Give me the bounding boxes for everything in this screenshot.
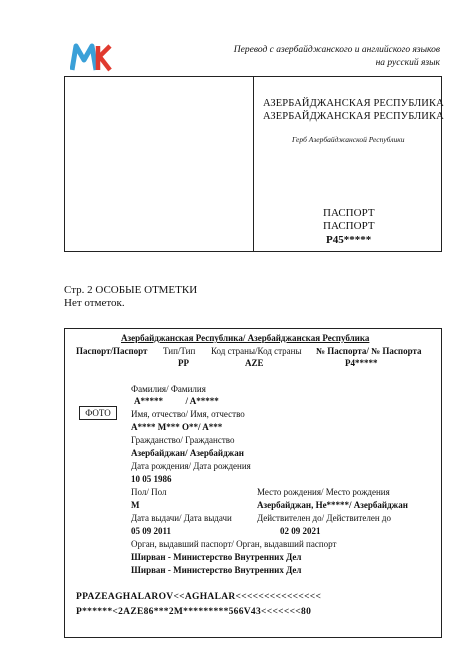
data-heading: Азербайджанская Республика/ Азербайджанская Республика: [121, 333, 370, 343]
citizenship-value: Азербайджан/ Азербайджан: [131, 448, 244, 458]
authority-value-2: Ширван - Министерство Внутренних Дел: [131, 565, 302, 575]
cover-passport-az: ПАСПОРТ: [323, 207, 375, 219]
col-number-label: № Паспорта/ № Паспорта: [316, 346, 422, 356]
dob-label: Дата рождения/ Дата рождения: [131, 461, 251, 471]
logo-mark: [72, 46, 110, 70]
issue-label: Дата выдачи/ Дата выдачи: [131, 513, 232, 523]
surname-label: Фамилия/ Фамилия: [131, 384, 206, 394]
surname-value: A***** / A*****: [134, 396, 219, 406]
valid-label: Действителен до/ Действителен до: [257, 513, 391, 523]
page2-note: Нет отметок.: [64, 297, 125, 309]
cover-passport-en: ПАСПОРТ: [323, 220, 375, 232]
col-country-value: AZE: [245, 358, 264, 368]
mrz-line-1: PPAZEAGHALAROV<<AGHALAR<<<<<<<<<<<<<<<: [76, 592, 322, 602]
col-type-label: Паспорт/Паспорт: [76, 346, 148, 356]
cover-passport-number: P45*****: [326, 234, 372, 246]
authority-label: Орган, выдавший паспорт/ Орган, выдавший паспорт: [131, 539, 337, 549]
photo-placeholder: ФОТО: [79, 406, 117, 420]
valid-value: 02 09 2021: [280, 526, 321, 536]
sex-value: M: [131, 500, 140, 510]
translation-header-line1: Перевод с азербайджанского и английского языков: [233, 45, 440, 55]
dob-value: 10 05 1986: [131, 474, 172, 484]
citizenship-label: Гражданство/ Гражданство: [131, 435, 235, 445]
col-kind-value: PP: [178, 358, 189, 368]
col-country-label: Код страны/Код страны: [211, 346, 302, 356]
mrz-line-2: P******<2AZE86***2M*********566V43<<<<<<<80: [76, 607, 312, 617]
cover-coat-of-arms: Герб Азербайджанской Республики: [292, 135, 405, 144]
authority-value-1: Ширван - Министерство Внутренних Дел: [131, 552, 302, 562]
name-value: A**** M*** O**/ A***: [131, 422, 223, 432]
name-label: Имя, отчество/ Имя, отчество: [131, 409, 245, 419]
issue-value: 05 09 2011: [131, 526, 172, 536]
company-logo: [70, 42, 112, 72]
pob-label: Место рождения/ Место рождения: [257, 487, 390, 497]
col-number-value: P4*****: [345, 358, 378, 368]
cover-republic-az: АЗЕРБАЙДЖАНСКАЯ РЕСПУБЛИКА: [263, 98, 444, 109]
cover-republic-en: АЗЕРБАЙДЖАНСКАЯ РЕСПУБЛИКА: [263, 111, 444, 122]
sex-label: Пол/ Пол: [131, 487, 167, 497]
translation-header-line2: на русский язык: [375, 58, 440, 68]
cover-divider: [253, 76, 254, 252]
pob-value: Азербайджан, Не*****/ Азербайджан: [257, 500, 408, 510]
page2-title: Стр. 2 ОСОБЫЕ ОТМЕТКИ: [64, 284, 198, 296]
col-kind-label: Тип/Тип: [163, 346, 196, 356]
